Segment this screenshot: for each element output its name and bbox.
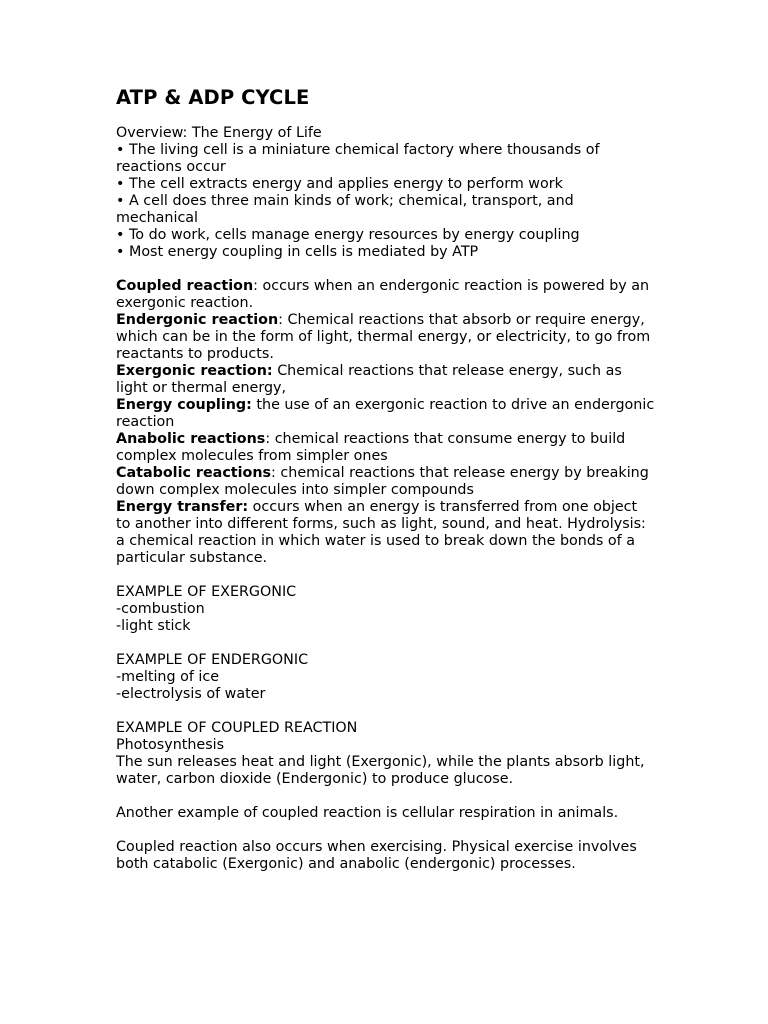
overview-section	[116, 125, 656, 261]
example-heading: EXAMPLE OF COUPLED REACTION	[116, 720, 358, 736]
definition-text: the use of an exergonic reaction to drive an endergonic reaction	[116, 397, 655, 430]
spacer	[116, 635, 656, 652]
example-item: -combustion	[116, 601, 205, 617]
definition-term: Energy transfer:	[116, 499, 249, 515]
spacer	[116, 703, 656, 720]
definitions-section	[116, 278, 656, 567]
example-item: -electrolysis of water	[116, 686, 266, 702]
definition-text: : chemical reactions that release energy by breaking down complex molecules into simpler compounds	[116, 465, 649, 498]
definition-term: Catabolic reactions	[116, 465, 272, 481]
definition-anabolic-reactions	[116, 431, 656, 465]
overview-bullet: • A cell does three main kinds of work; chemical, transport, and mechanical	[116, 193, 574, 226]
example-item: -light stick	[116, 618, 191, 634]
example-item: -melting of ice	[116, 669, 220, 685]
definition-energy-transfer	[116, 499, 656, 567]
spacer	[116, 567, 656, 584]
definition-energy-coupling	[116, 397, 656, 431]
definition-text: : chemical reactions that consume energy to build complex molecules from simpler ones	[116, 431, 626, 464]
overview-bullet: • The cell extracts energy and applies energy to perform work	[116, 176, 563, 192]
paragraph-respiration: Another example of coupled reaction is cellular respiration in animals.	[116, 805, 619, 821]
example-text: The sun releases heat and light (Exergonic), while the plants absorb light, water, carbon dioxide (Endergonic) to produce glucose.	[116, 754, 645, 787]
definition-text: : occurs when an endergonic reaction is powered by an exergonic reaction.	[116, 278, 650, 311]
definition-term: Anabolic reactions	[116, 431, 266, 447]
definition-text: occurs when an energy is transferred from one object to another into different forms, such as light, sound, and heat. Hydrolysis: a chemical reaction in which water is used to break down the bonds of a particular substance.	[116, 499, 646, 566]
definition-text: Chemical reactions that release energy, such as light or thermal energy,	[116, 363, 622, 396]
document-page	[116, 86, 656, 873]
definition-term: Energy coupling:	[116, 397, 252, 413]
example-heading: EXAMPLE OF ENDERGONIC	[116, 652, 309, 668]
definition-term: Endergonic reaction	[116, 312, 279, 328]
spacer	[116, 788, 656, 805]
overview-bullet: • The living cell is a miniature chemical factory where thousands of reactions occur	[116, 142, 600, 175]
example-heading: EXAMPLE OF EXERGONIC	[116, 584, 297, 600]
spacer	[116, 261, 656, 278]
overview-heading: Overview: The Energy of Life	[116, 125, 322, 141]
definition-text: : Chemical reactions that absorb or require energy, which can be in the form of light, thermal energy, or electricity, to go from reactants to products.	[116, 312, 651, 362]
definition-term: Coupled reaction	[116, 278, 254, 294]
paragraph-exercise: Coupled reaction also occurs when exercising. Physical exercise involves both catabolic (Exergonic) and anabolic (endergonic) processes.	[116, 839, 637, 872]
overview-bullet: • To do work, cells manage energy resources by energy coupling	[116, 227, 580, 243]
document-title: ATP & ADP CYCLE	[116, 86, 310, 109]
definition-exergonic-reaction	[116, 363, 656, 397]
overview-bullet: • Most energy coupling in cells is mediated by ATP	[116, 244, 479, 260]
definition-catabolic-reactions	[116, 465, 656, 499]
example-endergonic-section	[116, 652, 656, 703]
definition-coupled-reaction	[116, 278, 656, 312]
example-exergonic-section	[116, 584, 656, 635]
definition-term: Exergonic reaction:	[116, 363, 273, 379]
example-subheading: Photosynthesis	[116, 737, 225, 753]
example-coupled-section	[116, 720, 656, 788]
spacer	[116, 822, 656, 839]
definition-endergonic-reaction	[116, 312, 656, 363]
